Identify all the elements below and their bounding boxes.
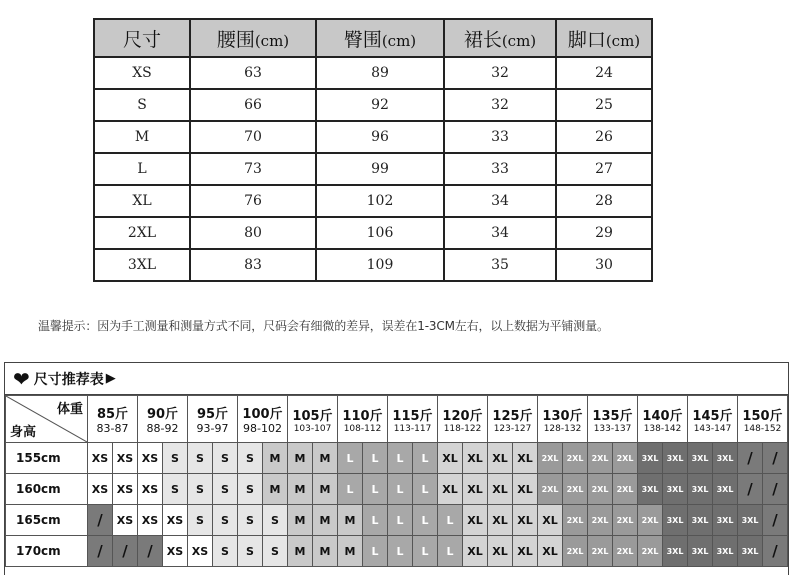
size-table-header: 脚口(cm) [556,19,652,57]
recommended-size-cell: 3XL [688,474,713,505]
recommendation-table [5,395,788,567]
recommended-size-cell: L [338,443,363,474]
size-recommendation-chart [4,362,789,575]
size-value-cell: 63 [190,57,316,89]
weight-value: 115斤 [392,408,433,424]
weight-value: 95斤 [196,407,229,422]
weight-header [588,396,638,443]
recommended-size-cell: XL [488,474,513,505]
size-value-cell: 92 [316,89,444,121]
recommended-size-cell: XL [513,536,538,567]
recommended-size-cell: L [363,474,388,505]
size-value-cell: 33 [444,153,556,185]
recommended-size-cell: XS [113,443,138,474]
recommended-size-cell: 2XL [638,505,663,536]
size-value-cell: 66 [190,89,316,121]
size-value-cell: 89 [316,57,444,89]
weight-range: 88-92 [146,422,179,435]
size-label-cell: 3XL [94,249,190,281]
recommended-size-cell: 3XL [738,505,763,536]
recommended-size-cell: S [213,505,238,536]
recommended-size-cell: L [413,536,438,567]
weight-range: 98-102 [243,422,282,435]
recommended-size-cell: XS [138,443,163,474]
size-row [94,217,652,249]
recommended-size-cell: S [263,505,288,536]
recommended-size-cell: / [763,536,788,567]
recommended-size-cell: M [313,474,338,505]
recommended-size-cell: L [413,474,438,505]
recommended-size-cell: XL [538,536,563,567]
table-corner [6,396,88,443]
recommended-size-cell: S [238,536,263,567]
size-value-cell: 70 [190,121,316,153]
recommended-size-cell: / [138,536,163,567]
recommended-size-cell: S [238,505,263,536]
size-value-cell: 25 [556,89,652,121]
weight-range: 123-127 [493,423,532,434]
recommended-size-cell: S [188,474,213,505]
weight-range: 128-132 [543,423,582,434]
recommended-size-cell: / [763,474,788,505]
size-row [94,249,652,281]
recommended-size-cell: 3XL [713,474,738,505]
recommended-size-cell: M [288,474,313,505]
size-value-cell: 26 [556,121,652,153]
recommended-size-cell: XS [188,536,213,567]
size-value-cell: 29 [556,217,652,249]
recommended-size-cell: 3XL [738,536,763,567]
size-label-cell: M [94,121,190,153]
recommended-size-cell: M [288,505,313,536]
recommended-size-cell: XS [163,536,188,567]
recommended-size-cell: 2XL [588,474,613,505]
weight-header-row [6,396,788,443]
weight-range: 83-87 [96,422,129,435]
height-row [6,474,788,505]
recommendation-header [5,363,788,395]
weight-value: 125斤 [492,408,533,424]
height-label-cell: 165cm [6,505,88,536]
recommended-size-cell: XL [463,443,488,474]
weight-value: 140斤 [642,408,683,424]
recommended-size-cell: XS [138,474,163,505]
weight-header [288,396,338,443]
size-value-cell: 34 [444,217,556,249]
recommended-size-cell: S [188,505,213,536]
weight-header [338,396,388,443]
size-value-cell: 32 [444,57,556,89]
recommended-size-cell: 3XL [688,536,713,567]
weight-header [638,396,688,443]
recommended-size-cell: L [388,474,413,505]
height-label-cell: 170cm [6,536,88,567]
weight-header [88,396,138,443]
recommended-size-cell: S [238,474,263,505]
recommended-size-cell: XL [463,505,488,536]
weight-range: 118-122 [443,423,482,434]
recommended-size-cell: XL [513,505,538,536]
weight-value: 110斤 [342,408,383,424]
recommended-size-cell: M [263,443,288,474]
recommended-size-cell: 2XL [613,474,638,505]
recommended-size-cell: S [238,443,263,474]
height-label: 身高 [10,425,37,440]
weight-header [138,396,188,443]
recommended-size-cell: M [263,474,288,505]
recommended-size-cell: L [438,536,463,567]
size-label-cell: L [94,153,190,185]
recommended-size-cell: 3XL [663,536,688,567]
weight-header [688,396,738,443]
recommended-size-cell: M [313,443,338,474]
recommended-size-cell: XS [113,505,138,536]
size-value-cell: 96 [316,121,444,153]
recommended-size-cell: L [388,536,413,567]
size-value-cell: 32 [444,89,556,121]
recommended-size-cell: 2XL [563,505,588,536]
weight-header [738,396,788,443]
weight-header [488,396,538,443]
recommended-size-cell: XL [488,505,513,536]
size-value-cell: 106 [316,217,444,249]
size-value-cell: 27 [556,153,652,185]
recommended-size-cell: L [413,443,438,474]
recommended-size-cell: 2XL [563,443,588,474]
recommended-size-cell: M [338,505,363,536]
recommended-size-cell: XS [113,474,138,505]
recommended-size-cell: M [313,505,338,536]
recommended-size-cell: L [438,505,463,536]
size-label-cell: S [94,89,190,121]
height-label-cell: 155cm [6,443,88,474]
recommended-size-cell: XL [538,505,563,536]
size-label-cell: XL [94,185,190,217]
recommended-size-cell: 2XL [588,443,613,474]
weight-range: 148-152 [743,423,782,434]
recommended-size-cell: M [338,536,363,567]
recommendation-title: 尺寸推荐表 [33,371,104,388]
recommended-size-cell: 2XL [563,474,588,505]
recommended-size-cell: L [413,505,438,536]
recommended-size-cell: L [338,474,363,505]
recommended-size-cell: L [363,536,388,567]
recommended-size-cell: M [288,443,313,474]
recommended-size-cell: S [213,443,238,474]
recommended-size-cell: S [213,536,238,567]
recommended-size-cell: XL [438,474,463,505]
recommended-size-cell: / [738,443,763,474]
weight-value: 150斤 [742,408,783,424]
recommended-size-cell: XL [438,443,463,474]
recommended-size-cell: 2XL [538,443,563,474]
arrow-right-icon: ▶ [105,371,116,386]
weight-value: 120斤 [442,408,483,424]
weight-value: 105斤 [292,408,333,424]
recommended-size-cell: / [763,505,788,536]
size-label-cell: XS [94,57,190,89]
size-row [94,185,652,217]
size-table-header: 腰围(cm) [190,19,316,57]
recommended-size-cell: XL [463,536,488,567]
recommended-size-cell: 2XL [588,536,613,567]
recommended-size-cell: 3XL [688,443,713,474]
size-value-cell: 35 [444,249,556,281]
size-value-cell: 73 [190,153,316,185]
recommended-size-cell: 2XL [538,474,563,505]
recommended-size-cell: 2XL [563,536,588,567]
recommended-size-cell: XL [488,536,513,567]
recommended-size-cell: 3XL [638,474,663,505]
recommended-size-cell: S [188,443,213,474]
size-table [93,18,653,282]
size-row [94,153,652,185]
height-row [6,536,788,567]
recommended-size-cell: S [163,443,188,474]
recommended-size-cell: / [88,505,113,536]
weight-range: 138-142 [643,423,682,434]
size-value-cell: 102 [316,185,444,217]
weight-value: 90斤 [146,407,179,422]
recommended-size-cell: M [288,536,313,567]
recommended-size-cell: 3XL [663,474,688,505]
recommended-size-cell: XL [513,443,538,474]
weight-header [438,396,488,443]
recommended-size-cell: XL [463,474,488,505]
weight-range: 108-112 [343,423,382,434]
size-table-header: 裙长(cm) [444,19,556,57]
recommended-size-cell: S [163,474,188,505]
recommended-size-cell: L [363,443,388,474]
size-value-cell: 28 [556,185,652,217]
recommended-size-cell: 2XL [638,536,663,567]
size-value-cell: 80 [190,217,316,249]
measurement-note: 温馨提示：因为手工测量和测量方式不同，尺码会有细微的差异，误差在1-3CM左右，以上数据为平铺测量。 [38,319,609,333]
size-value-cell: 34 [444,185,556,217]
recommended-size-cell: 2XL [613,536,638,567]
recommended-size-cell: 3XL [713,443,738,474]
recommended-size-cell: S [213,474,238,505]
recommended-size-cell: M [313,536,338,567]
size-value-cell: 99 [316,153,444,185]
size-value-cell: 30 [556,249,652,281]
height-label-cell: 160cm [6,474,88,505]
size-label-cell: 2XL [94,217,190,249]
size-value-cell: 24 [556,57,652,89]
weight-range: 103-107 [293,423,332,434]
weight-header [388,396,438,443]
weight-value: 145斤 [692,408,733,424]
recommended-size-cell: 2XL [613,505,638,536]
weight-header [188,396,238,443]
size-value-cell: 109 [316,249,444,281]
weight-value: 130斤 [542,408,583,424]
recommended-size-cell: XS [88,443,113,474]
weight-value: 100斤 [242,407,283,422]
size-table-header: 臀围(cm) [316,19,444,57]
recommended-size-cell: L [388,505,413,536]
height-row [6,443,788,474]
recommended-size-cell: / [738,474,763,505]
weight-range: 143-147 [693,423,732,434]
recommended-size-cell: / [763,443,788,474]
recommended-size-cell: 3XL [663,505,688,536]
weight-value: 135斤 [592,408,633,424]
size-row [94,89,652,121]
size-value-cell: 76 [190,185,316,217]
recommended-size-cell: L [388,443,413,474]
heart-icon: ❤ [13,366,30,391]
weight-range: 93-97 [196,422,229,435]
height-row [6,505,788,536]
size-table-header-row [94,19,652,57]
size-row [94,121,652,153]
recommended-size-cell: 3XL [638,443,663,474]
recommended-size-cell: / [113,536,138,567]
recommended-size-cell: / [88,536,113,567]
recommended-size-cell: 2XL [588,505,613,536]
recommended-size-cell: XS [88,474,113,505]
size-value-cell: 83 [190,249,316,281]
weight-range: 113-117 [393,423,432,434]
recommended-size-cell: XS [138,505,163,536]
recommended-size-cell: S [263,536,288,567]
recommended-size-cell: L [363,505,388,536]
recommended-size-cell: 3XL [713,536,738,567]
weight-range: 133-137 [593,423,632,434]
weight-value: 85斤 [96,407,129,422]
recommended-size-cell: 3XL [713,505,738,536]
weight-header [538,396,588,443]
recommended-size-cell: XS [163,505,188,536]
weight-header [238,396,288,443]
size-value-cell: 33 [444,121,556,153]
size-table-header: 尺寸 [94,19,190,57]
recommended-size-cell: 3XL [663,443,688,474]
recommended-size-cell: 3XL [688,505,713,536]
size-row [94,57,652,89]
recommended-size-cell: 2XL [613,443,638,474]
recommended-size-cell: XL [488,443,513,474]
recommended-size-cell: XL [513,474,538,505]
weight-label: 体重 [56,402,83,417]
